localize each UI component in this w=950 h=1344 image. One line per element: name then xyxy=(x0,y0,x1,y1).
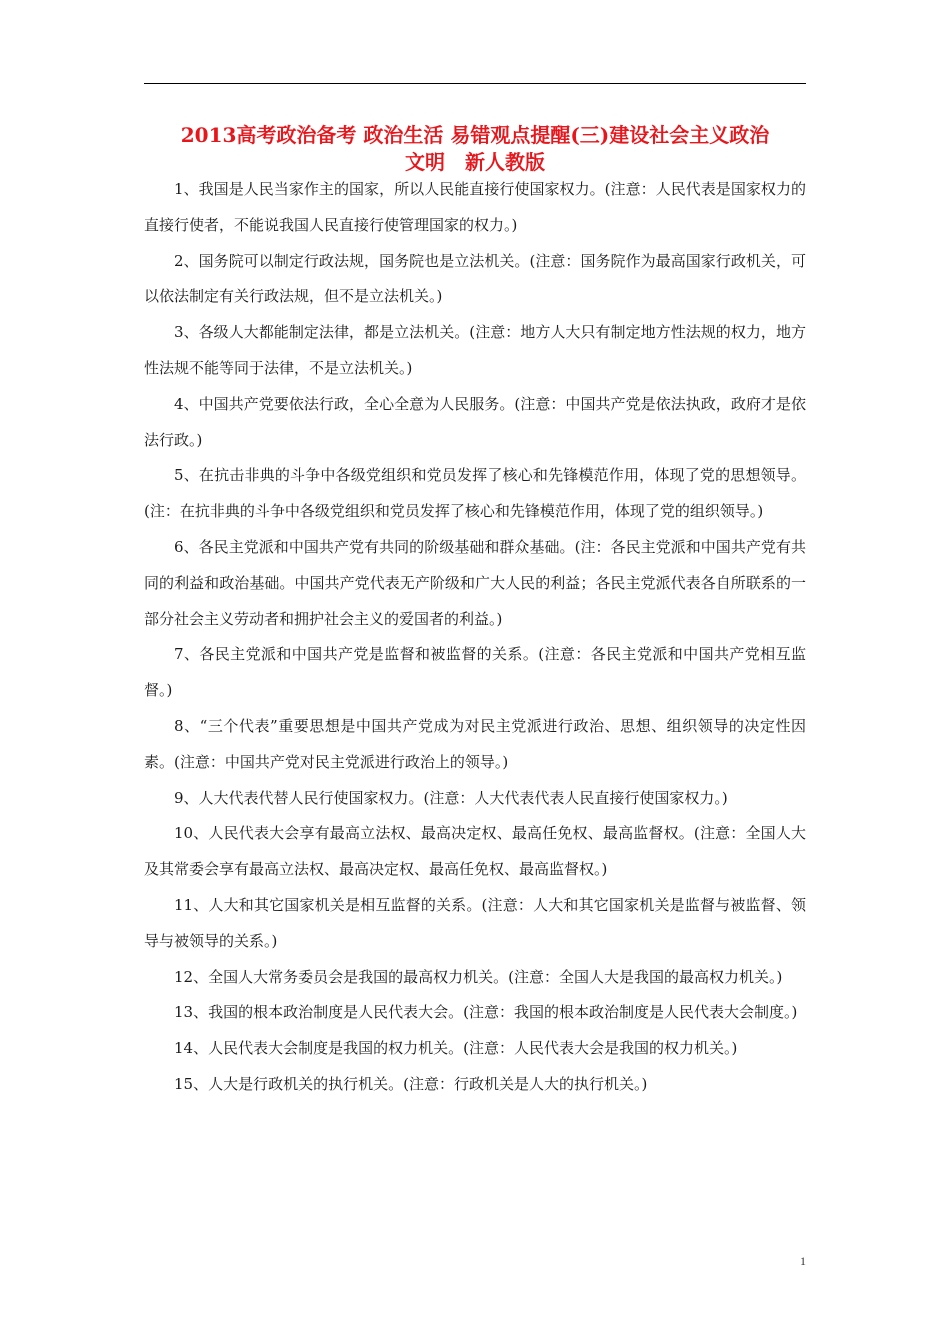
list-item: 8、“三个代表”重要思想是中国共产党成为对民主党派进行政治、思想、组织领导的决定性因素。(注意：中国共产党对民主党派进行政治上的领导。) xyxy=(144,716,806,771)
title-line-2: 文明 新人教版 xyxy=(405,150,545,174)
list-item: 9、人大代表代替人民行使国家权力。(注意：人大代表代表人民直接行使国家权力。) xyxy=(174,788,728,807)
page-number: 1 xyxy=(800,1254,806,1268)
title-line-1: 2013高考政治备考 政治生活 易错观点提醒(三)建设社会主义政治 xyxy=(180,123,770,147)
list-item: 2、国务院可以制定行政法规，国务院也是立法机关。(注意：国务院作为最高国家行政机关，可以依法制定有关行政法规，但不是立法机关。) xyxy=(144,251,806,306)
list-item: 12、全国人大常务委员会是我国的最高权力机关。(注意：全国人大是我国的最高权力机关。) xyxy=(174,967,783,986)
list-item: 14、人民代表大会制度是我国的权力机关。(注意：人民代表大会是我国的权力机关。) xyxy=(174,1039,738,1058)
header-rule xyxy=(144,83,806,84)
list-item: 10、人民代表大会享有最高立法权、最高决定权、最高任免权、最高监督权。(注意：全国人大及其常委会享有最高立法权、最高决定权、最高任免权、最高监督权。) xyxy=(144,824,806,879)
list-item: 6、各民主党派和中国共产党有共同的阶级基础和群众基础。(注：各民主党派和中国共产党有共同的利益和政治基础。中国共产党代表无产阶级和广大人民的利益；各民主党派代表各自所联系的一部分社会主义劳动者和拥护社会主义的爱国者的利益。) xyxy=(144,537,806,628)
list-item: 1、我国是人民当家作主的国家，所以人民能直接行使国家权力。(注意：人民代表是国家权力的直接行使者，不能说我国人民直接行使管理国家的权力。) xyxy=(144,180,806,234)
list-item: 11、人大和其它国家机关是相互监督的关系。(注意：人大和其它国家机关是监督与被监督、领导与被领导的关系。) xyxy=(144,895,806,950)
list-item: 5、在抗击非典的斗争中各级党组织和党员发挥了核心和先锋模范作用，体现了党的思想领导。(注：在抗非典的斗争中各级党组织和党员发挥了核心和先锋模范作用，体现了党的组织领导。) xyxy=(144,466,806,521)
error-point-list xyxy=(144,172,806,1103)
list-item: 7、各民主党派和中国共产党是监督和被监督的关系。(注意：各民主党派和中国共产党相互监督。) xyxy=(144,645,806,700)
list-item: 13、我国的根本政治制度是人民代表大会。(注意：我国的根本政治制度是人民代表大会制度。) xyxy=(174,1003,798,1022)
list-item: 4、中国共产党要依法行政，全心全意为人民服务。(注意：中国共产党是依法执政，政府才是依法行政。) xyxy=(144,394,806,449)
document-title xyxy=(144,122,806,176)
list-item: 15、人大是行政机关的执行机关。(注意：行政机关是人大的执行机关。) xyxy=(174,1074,648,1093)
list-item: 3、各级人大都能制定法律，都是立法机关。(注意：地方人大只有制定地方性法规的权力，地方性法规不能等同于法律，不是立法机关。) xyxy=(144,323,806,377)
